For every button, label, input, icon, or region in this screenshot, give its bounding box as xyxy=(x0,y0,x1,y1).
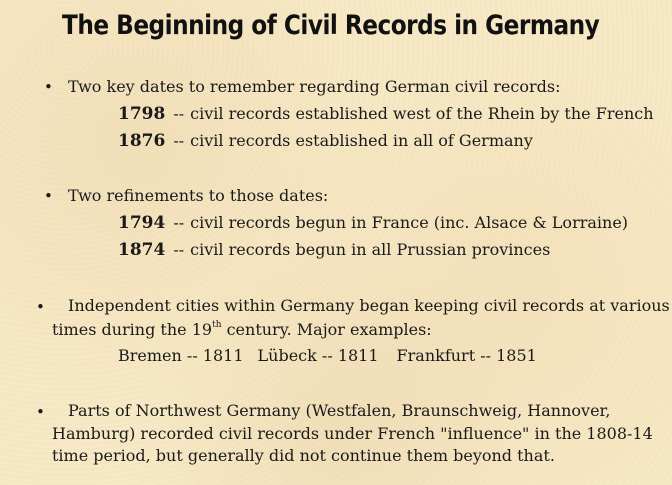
ordinal-suffix: th xyxy=(212,320,222,330)
section3-line2-start: times during the 19 xyxy=(52,320,213,339)
date-item xyxy=(118,131,533,151)
date-year: 1794 xyxy=(118,213,166,233)
date-year: 1876 xyxy=(118,131,166,151)
date-description: civil records established in all of Germany xyxy=(190,131,533,150)
slide-title: The Beginning of Civil Records in Germany xyxy=(62,10,600,41)
date-description: civil records established west of the Rhein by the French xyxy=(190,104,654,123)
section3-line2 xyxy=(52,320,432,340)
date-separator: -- xyxy=(173,104,185,123)
date-item xyxy=(118,213,628,233)
bullet-icon: • xyxy=(44,187,53,205)
section4-line2: Hamburg) recorded civil records under French "influence" in the 1808-14 xyxy=(52,424,653,443)
date-separator: -- xyxy=(173,240,185,259)
date-separator: -- xyxy=(173,213,185,232)
city-example: Bremen -- 1811 xyxy=(118,346,244,365)
section3-line2-end: century. Major examples: xyxy=(221,320,432,339)
date-item xyxy=(118,104,654,124)
city-examples xyxy=(118,346,537,366)
section4-line1: Parts of Northwest Germany (Westfalen, Braunschweig, Hannover, xyxy=(68,401,611,420)
date-separator: -- xyxy=(173,131,185,150)
bullet-icon: • xyxy=(36,298,45,316)
section4-line3: time period, but generally did not continue them beyond that. xyxy=(52,446,555,465)
city-example: Frankfurt -- 1851 xyxy=(396,346,537,365)
bullet-icon: • xyxy=(36,403,45,421)
date-description: civil records begun in all Prussian provinces xyxy=(190,240,551,259)
date-year: 1798 xyxy=(118,104,166,124)
date-item xyxy=(118,240,550,260)
bullet-icon: • xyxy=(44,78,53,96)
date-description: civil records begun in France (inc. Alsace & Lorraine) xyxy=(190,213,629,232)
section1-intro: Two key dates to remember regarding German civil records: xyxy=(68,77,561,96)
date-year: 1874 xyxy=(118,240,166,260)
section2-intro: Two refinements to those dates: xyxy=(68,186,329,205)
city-example: Lübeck -- 1811 xyxy=(257,346,379,365)
section3-line1: Independent cities within Germany began keeping civil records at various xyxy=(68,296,670,315)
